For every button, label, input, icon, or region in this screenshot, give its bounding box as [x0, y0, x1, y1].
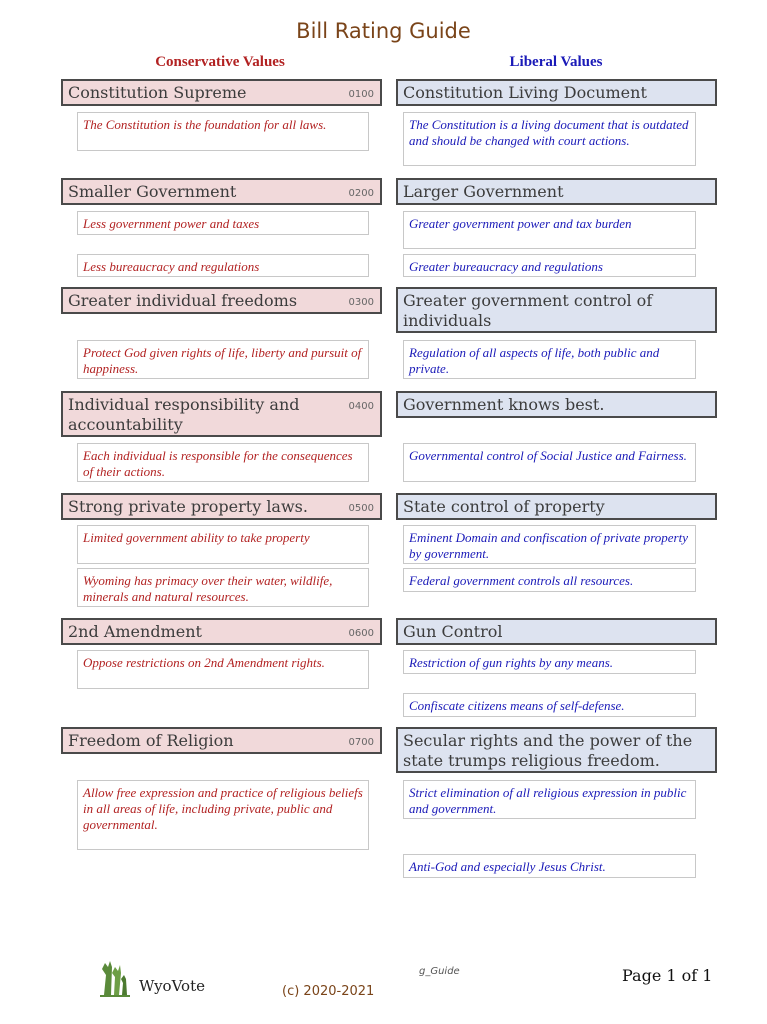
section-header-liberal [396, 79, 717, 106]
liberal-item: Greater government power and tax burden [403, 211, 696, 249]
section-title: State control of property [403, 497, 605, 516]
conservative-item: Oppose restrictions on 2nd Amendment rights. [77, 650, 369, 689]
section-header-conservative [61, 727, 382, 754]
section-header-conservative [61, 391, 382, 437]
section-title: Constitution Living Document [403, 83, 647, 102]
conservative-item: Wyoming has primacy over their water, wildlife, minerals and natural resources. [77, 568, 369, 607]
section-code: 0700 [348, 737, 374, 748]
section-header-liberal [396, 493, 717, 520]
section-code: 0100 [348, 89, 374, 100]
section-header-liberal [396, 178, 717, 205]
liberal-item: Restriction of gun rights by any means. [403, 650, 696, 674]
conservative-column-heading: Conservative Values [155, 54, 285, 70]
liberal-item: Governmental control of Social Justice and Fairness. [403, 443, 696, 482]
section-title: Greater individual freedoms [68, 291, 298, 310]
liberal-item: Eminent Domain and confiscation of private property by government. [403, 525, 696, 564]
logo-text: WyoVote [139, 977, 205, 995]
conservative-item: Less government power and taxes [77, 211, 369, 235]
liberal-item: Regulation of all aspects of life, both public and private. [403, 340, 696, 379]
section-title: Greater government control of individuals [403, 291, 653, 330]
conservative-item: Limited government ability to take property [77, 525, 369, 564]
guide-id: g_Guide [419, 966, 460, 977]
section-header-conservative [61, 618, 382, 645]
page-title: Bill Rating Guide [296, 19, 471, 43]
section-title: 2nd Amendment [68, 622, 202, 641]
section-header-liberal [396, 287, 717, 333]
conservative-item: Less bureaucracy and regulations [77, 254, 369, 277]
section-code: 0500 [348, 503, 374, 514]
section-code: 0200 [348, 188, 374, 199]
section-title: Constitution Supreme [68, 83, 247, 102]
section-header-conservative [61, 79, 382, 106]
section-header-conservative [61, 493, 382, 520]
conservative-item: Protect God given rights of life, liberty and pursuit of happiness. [77, 340, 369, 379]
section-title: Larger Government [403, 182, 564, 201]
conservative-item: The Constitution is the foundation for all laws. [77, 112, 369, 151]
liberal-item: Federal government controls all resources. [403, 568, 696, 592]
liberal-column-heading: Liberal Values [509, 54, 603, 70]
section-code: 0600 [348, 628, 374, 639]
liberal-item: Anti-God and especially Jesus Christ. [403, 854, 696, 878]
conservative-item: Each individual is responsible for the consequences of their actions. [77, 443, 369, 482]
section-title: Strong private property laws. [68, 497, 308, 516]
section-header-liberal [396, 727, 717, 773]
wyovote-logo-icon [96, 955, 134, 1004]
liberal-item: Greater bureaucracy and regulations [403, 254, 696, 277]
section-title: Government knows best. [403, 395, 605, 414]
conservative-item: Allow free expression and practice of religious beliefs in all areas of life, including private, public and governmental. [77, 780, 369, 850]
section-header-liberal [396, 618, 717, 645]
section-title: Smaller Government [68, 182, 237, 201]
section-title: Individual responsibility and accountability [68, 395, 300, 434]
liberal-item: The Constitution is a living document that is outdated and should be changed with court actions. [403, 112, 696, 166]
section-code: 0400 [348, 401, 374, 412]
section-title: Secular rights and the power of the state trumps religious freedom. [403, 731, 693, 770]
section-header-conservative [61, 178, 382, 205]
copyright: (c) 2020-2021 [282, 984, 375, 999]
liberal-item: Confiscate citizens means of self-defense. [403, 693, 696, 717]
section-title: Gun Control [403, 622, 503, 641]
page-number: Page 1 of 1 [622, 966, 713, 985]
section-header-liberal [396, 391, 717, 418]
section-header-conservative [61, 287, 382, 314]
liberal-item: Strict elimination of all religious expression in public and government. [403, 780, 696, 819]
section-code: 0300 [348, 297, 374, 308]
section-title: Freedom of Religion [68, 731, 234, 750]
